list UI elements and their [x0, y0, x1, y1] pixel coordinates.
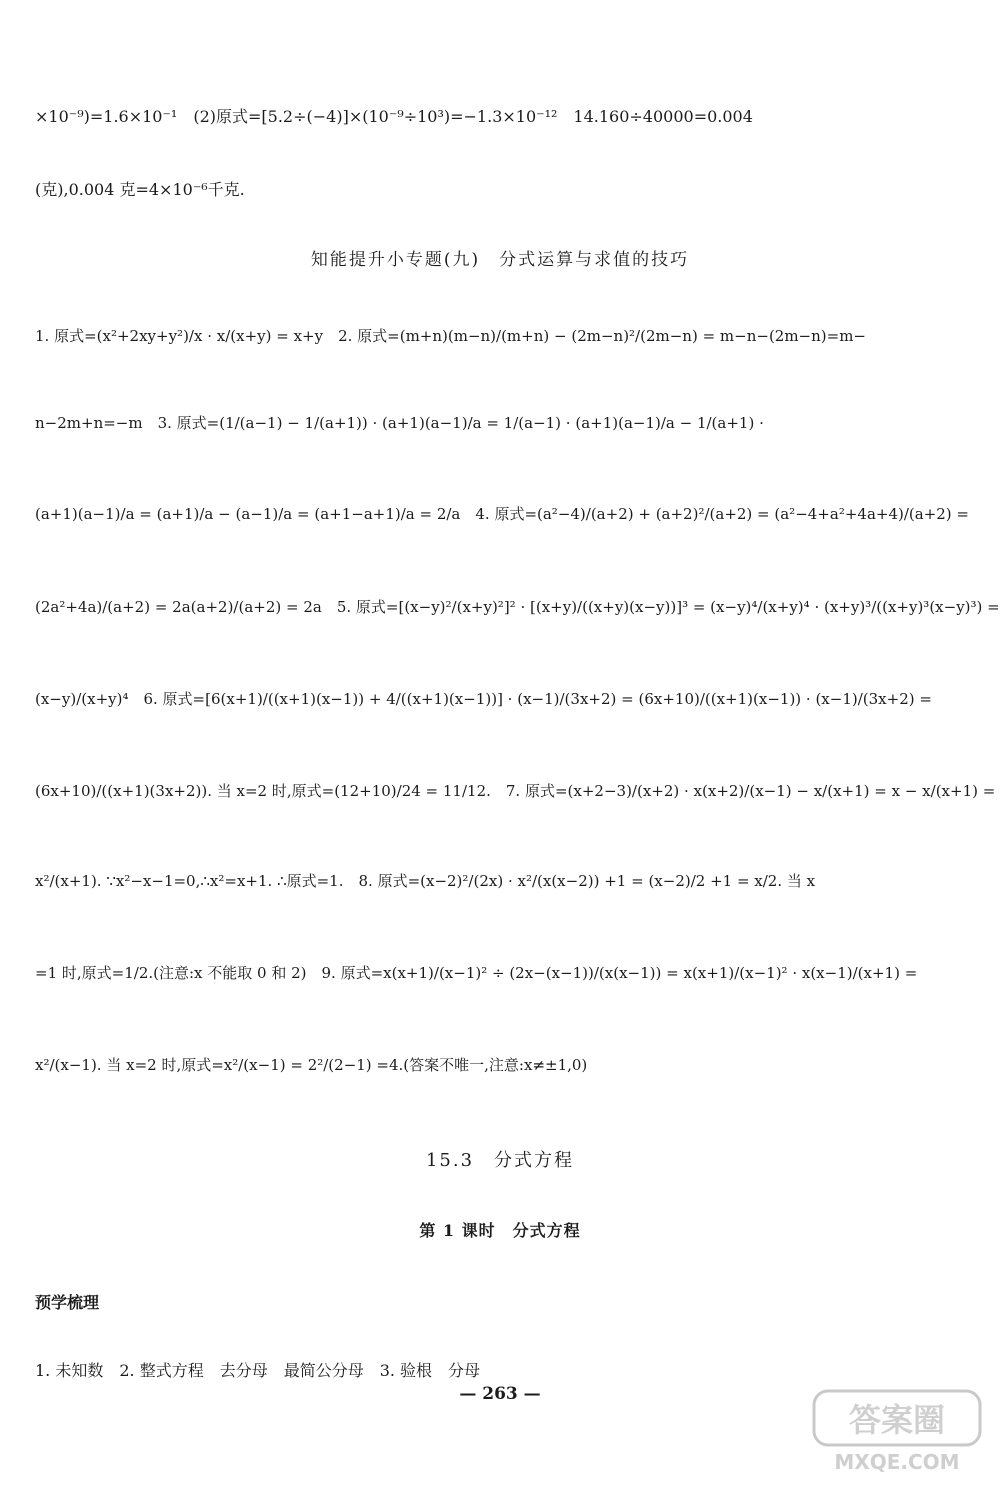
section-subhead: 预学梳理: [35, 1293, 100, 1312]
page-number: — 263 —: [459, 1384, 541, 1404]
lesson-title: 第 1 课时 分式方程: [419, 1221, 581, 1240]
math-line-6: (6x+10)/((x+1)(3x+2)). 当 x=2 时,原式=(12+10)/24 = 11/12. 7. 原式=(x+2−3)/(x+2) · x(x+2)/(x−1) − x/(x+1) = x − x/(x+1) =: [35, 782, 996, 800]
math-line-1: 1. 原式=(x²+2xy+y²)/x · x/(x+y) = x+y 2. 原式=(m+n)(m−n)/(m+n) − (2m−n)²/(2m−n) = m−n−(2m−n)=m−: [35, 327, 866, 345]
math-line-8: =1 时,原式=1/2.(注意:x 不能取 0 和 2) 9. 原式=x(x+1)/(x−1)² ÷ (2x−(x−1))/(x(x−1)) = x(x+1)/(x−1)² · x(x−1)/(x+1) =: [35, 964, 918, 982]
math-line-3: (a+1)(a−1)/a = (a+1)/a − (a−1)/a = (a+1−a+1)/a = 2/a 4. 原式=(a²−4)/(a+2) + (a+2)²/(a+2) = (a²−4+a²+4a+4)/(a+2) =: [35, 505, 969, 523]
chapter-title: 15.3 分式方程: [425, 1150, 575, 1171]
text-line-2: (克),0.004 克=4×10⁻⁶千克.: [35, 180, 245, 199]
math-line-4: (2a²+4a)/(a+2) = 2a(a+2)/(a+2) = 2a 5. 原式=[(x−y)²/(x+y)²]² · [(x+y)/((x+y)(x−y))]³ = (x−y)⁴/(x+y)⁴ · (x+y)³/((x+y)³(x−y)³) =: [35, 598, 1000, 616]
answers-line: 1. 未知数 2. 整式方程 去分母 最简公分母 3. 验根 分母: [35, 1361, 481, 1380]
text-line-1: ×10⁻⁹)=1.6×10⁻¹ (2)原式=[5.2÷(−4)]×(10⁻⁹÷10³)=−1.3×10⁻¹² 14.160÷40000=0.004: [35, 107, 753, 126]
watermark-url: MXQE.COM: [834, 1450, 960, 1474]
watermark-text: 答案圈: [848, 1401, 946, 1439]
watermark-logo: [812, 1389, 982, 1475]
math-line-7: x²/(x+1). ∵x²−x−1=0,∴x²=x+1. ∴原式=1. 8. 原式=(x−2)²/(2x) · x²/(x(x−2)) +1 = (x−2)/2 +1 = x/2. 当 x: [35, 872, 816, 890]
section-title: 知能提升小专题(九) 分式运算与求值的技巧: [310, 250, 690, 270]
math-line-9: x²/(x−1). 当 x=2 时,原式=x²/(x−1) = 2²/(2−1) =4.(答案不唯一,注意:x≠±1,0): [35, 1056, 588, 1074]
math-line-5: (x−y)/(x+y)⁴ 6. 原式=[6(x+1)/((x+1)(x−1)) + 4/((x+1)(x−1))] · (x−1)/(3x+2) = (6x+10)/((x+1)(x−1)) · (x−1)/(3x+2) =: [35, 690, 932, 708]
math-line-2: n−2m+n=−m 3. 原式=(1/(a−1) − 1/(a+1)) · (a+1)(a−1)/a = 1/(a−1) · (a+1)(a−1)/a − 1/(a+1) ·: [35, 414, 764, 432]
